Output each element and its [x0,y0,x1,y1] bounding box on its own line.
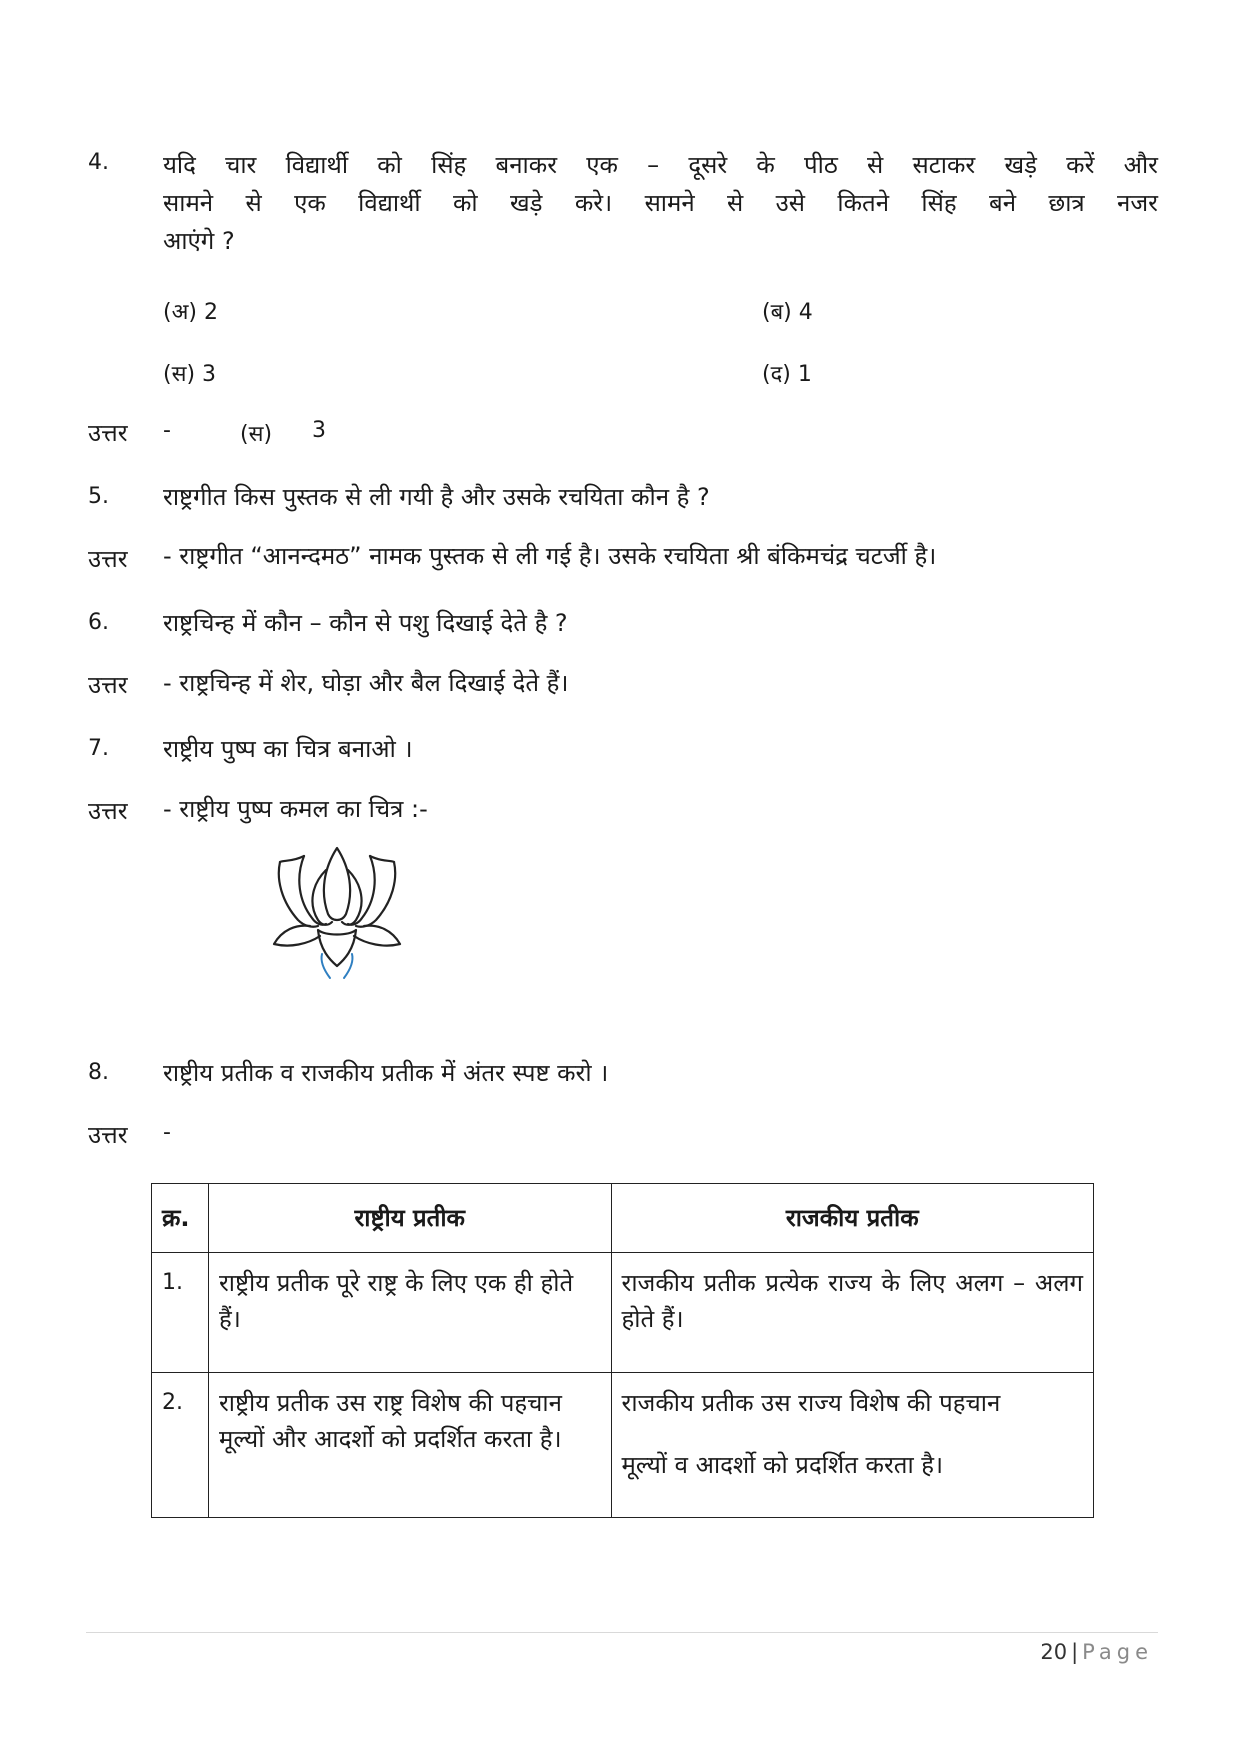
lotus-flower-illustration [262,840,412,980]
q8-answer-dash: - [163,1120,171,1145]
q4-number: 4. [88,150,109,175]
q6-answer: - राष्ट्रचिन्ह में शेर, घोड़ा और बैल दिखाई देते हैं। [163,669,569,697]
q5-question: राष्ट्रगीत किस पुस्तक से ली गयी है और उसके रचयिता कौन है ? [163,483,710,511]
row-1-national: राष्ट्रीय प्रतीक पूरे राष्ट्र के लिए एक ही होते हैं। [208,1253,611,1373]
header-serial: क्र. [152,1184,209,1253]
q7-answer: - राष्ट्रीय पुष्प कमल का चित्र :- [163,795,428,823]
q7-answer-label: उत्तर [88,797,128,825]
comparison-table [151,1183,1094,1518]
page-footer [1040,1632,1153,1672]
page-label: Page [1082,1640,1153,1664]
q5-answer: - राष्ट्रगीत “आनन्दमठ” नामक पुस्तक से ली गई है। उसके रचयिता श्री बंकिमचंद्र चटर्जी है। [163,542,937,570]
q6-answer-label: उत्तर [88,671,128,699]
header-national-symbol: राष्ट्रीय प्रतीक [208,1184,611,1253]
row-2-state-line-2: मूल्यों व आदर्शो को प्रदर्शित करता है। [621,1451,944,1479]
row-2-state-line-1: राजकीय प्रतीक उस राज्य विशेष की पहचान [621,1389,1001,1417]
row-2-state [611,1373,1093,1518]
q4-option-b: (ब) 4 [762,300,813,325]
q4-line-3: आएंगे ? [163,227,235,255]
q5-answer-label: उत्तर [88,545,128,573]
q4-option-a: (अ) 2 [163,300,218,325]
q8-question: राष्ट्रीय प्रतीक व राजकीय प्रतीक में अंतर स्पष्ट करो । [163,1059,609,1087]
table-header-row [152,1184,1094,1253]
page-number: 20 [1040,1640,1068,1664]
row-1-serial: 1. [152,1253,209,1373]
q4-option-c: (स) 3 [163,362,217,387]
q4-answer-option: (स) [240,422,273,447]
table-row [152,1253,1094,1373]
q6-question: राष्ट्रचिन्ह में कौन – कौन से पशु दिखाई देते है ? [163,609,568,637]
row-2-serial: 2. [152,1373,209,1518]
q4-answer-value: 3 [312,418,326,443]
q8-number: 8. [88,1060,109,1085]
q4-option-d: (द) 1 [762,362,812,387]
q4-line-2: सामने से एक विद्यार्थी को खड़े करे। सामने से उसे कितने सिंह बने छात्र नजर [163,189,1158,217]
footer-separator: | [1071,1640,1079,1664]
q7-number: 7. [88,736,109,761]
q8-answer-label: उत्तर [88,1121,128,1149]
header-state-symbol: राजकीय प्रतीक [611,1184,1093,1253]
row-1-state: राजकीय प्रतीक प्रत्येक राज्य के लिए अलग – अलग होते हैं। [611,1253,1093,1373]
footer-divider [86,1632,1158,1633]
q6-number: 6. [88,610,109,635]
q7-question: राष्ट्रीय पुष्प का चित्र बनाओ । [163,735,413,763]
q4-line-1: यदि चार विद्यार्थी को सिंह बनाकर एक – दूसरे के पीठ से सटाकर खड़े करें और [163,151,1158,179]
table-row [152,1373,1094,1518]
q4-answer-dash: - [163,418,171,443]
q4-answer-label: उत्तर [88,419,128,447]
row-2-national: राष्ट्रीय प्रतीक उस राष्ट्र विशेष की पहचान मूल्यों और आदर्शो को प्रदर्शित करता है। [208,1373,611,1518]
q5-number: 5. [88,484,109,509]
